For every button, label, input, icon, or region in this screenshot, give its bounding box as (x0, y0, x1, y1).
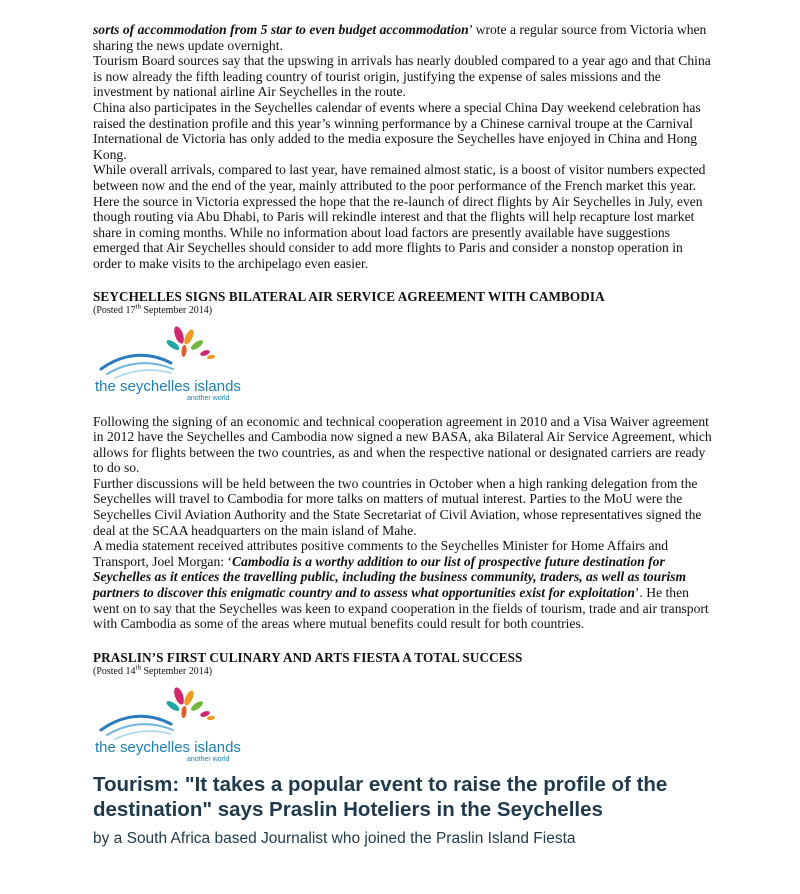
logo-wave-icon (101, 355, 171, 369)
article1-paragraph-3: China also participates in the Seychelles calendar of events where a special China Day weekend celebration has raised the destination profile and this year’s winning performance by a Chinese carnival troupe at the Carnival International de Victoria has only added to the media exposure the Seychelles have enjoyed in China and Hong Kong. (93, 99, 701, 162)
posted-date-suffix: th (135, 663, 141, 672)
article2-paragraph-2: Further discussions will be held between the two countries in October when a high ranking delegation from the Seychelles will travel to Cambodia for more talks on matters of mutual interest. Parties to the MoU were the Seychelles Civil Aviation Authority and the State Secretariat of Civil Aviation, whose representatives signed the deal at the SCAA headquarters on the main island of Mahe. (93, 475, 702, 538)
article2-paragraph-3-intro: A media statement received attributes positive comments to the Seychelles Minister for Home Affairs and Transport, Joel Morgan: ‘ (93, 538, 669, 569)
posted-date-text: September 2014) (140, 304, 213, 316)
newsletter-page (93, 22, 713, 849)
article3-headline: PRASLIN’S FIRST CULINARY AND ARTS FIESTA A TOTAL SUCCESS (93, 649, 523, 665)
logo-leaf-icon (207, 715, 216, 720)
article3-posted-date (93, 665, 713, 678)
article3-byline: by a South Africa based Journalist who joined the Praslin Island Fiesta (93, 829, 576, 847)
logo-wave-icon (107, 724, 173, 735)
seychelles-islands-logo (93, 684, 243, 764)
logo-wave-icon (115, 731, 171, 739)
logo-leaf-icon (172, 325, 186, 345)
logo-leaf-icon (181, 344, 187, 356)
posted-date-suffix: th (135, 302, 141, 311)
article1-paragraph-1 (93, 22, 713, 53)
posted-date-text: September 2014) (140, 665, 213, 677)
seychelles-islands-logo (93, 323, 243, 403)
article2-posted-date (93, 304, 713, 317)
article1-paragraph-4: While overall arrivals, compared to last year, have remained almost static, is a boost of visitor numbers expected between now and the end of the year, mainly attributed to the poor performance of the French market this year. Here the source in Victoria expressed the hope that the re-launch of direct flights by Air Seychelles in July, even though routing via Abu Dhabi, to Paris will rekindle interest and that the flights will help recapture lost market share in coming months. While no information about load factors are presently available have suggestions emerged that Air Seychelles should consider to add more flights to Paris and consider a nonstop operation in order to make visits to the archipelago even easier. (93, 162, 706, 271)
minister-quote: Cambodia is a worthy addition to our list of prospective future destination for Seychelles as it entices the travelling public, including the business community, traders, as well as tourism partners to discover this enigmatic country and to assess what opportunities exist for exploitation (93, 553, 687, 601)
logo-leaf-icon (181, 706, 187, 718)
logo-leaf-icon (182, 328, 195, 345)
article2-paragraph-1: Following the signing of an economic and technical cooperation agreement in 2010 and a Visa Waiver agreement in 2012 have the Seychelles and Cambodia now signed a new BASA, aka Bilateral Air Service Agreement, which allows for flights between the two countries, as and when the respective national or designated carriers are ready to do so. (93, 413, 712, 476)
logo-leaf-icon (182, 689, 195, 706)
logo-wave-icon (107, 363, 173, 374)
article2-paragraph-3 (93, 538, 713, 632)
posted-date-text: (Posted 14 (93, 665, 136, 677)
article1-paragraph-1-rest: ’ wrote a regular source from Victoria when sharing the news update overnight. (93, 22, 707, 53)
posted-date-text: (Posted 17 (93, 304, 136, 316)
logo-wave-icon (101, 716, 171, 730)
logo-wordmark: the seychelles islands (95, 738, 241, 756)
logo-leaf-icon (190, 338, 205, 351)
article2-paragraph-3-rest: ’. He then went on to say that the Seychelles was keen to expand cooperation in the fields of tourism, trade and air transport with Cambodia as some of the areas where mutual benefits could result for both countries. (93, 585, 709, 632)
logo-tagline: another world (187, 394, 230, 402)
logo-leaf-icon (190, 699, 205, 712)
article1-quote-bold: sorts of accommodation from 5 star to even budget accommodation (93, 22, 469, 37)
article1-paragraph-2: Tourism Board sources say that the upswing in arrivals has nearly doubled compared to a year ago and that China is now already the fifth leading country of tourist origin, justifying the expense of sales missions and the investment by national airline Air Seychelles in the route. (93, 53, 711, 100)
article2-headline: SEYCHELLES SIGNS BILATERAL AIR SERVICE AGREEMENT WITH CAMBODIA (93, 288, 605, 304)
logo-wave-icon (115, 370, 171, 378)
logo-leaf-icon (172, 686, 186, 706)
article3-title: Tourism: "It takes a popular event to raise the profile of the destination" says Praslin Hoteliers in the Seychelles (93, 772, 668, 821)
logo-leaf-icon (207, 354, 216, 359)
logo-wordmark: the seychelles islands (95, 377, 241, 395)
logo-tagline: another world (187, 755, 230, 763)
